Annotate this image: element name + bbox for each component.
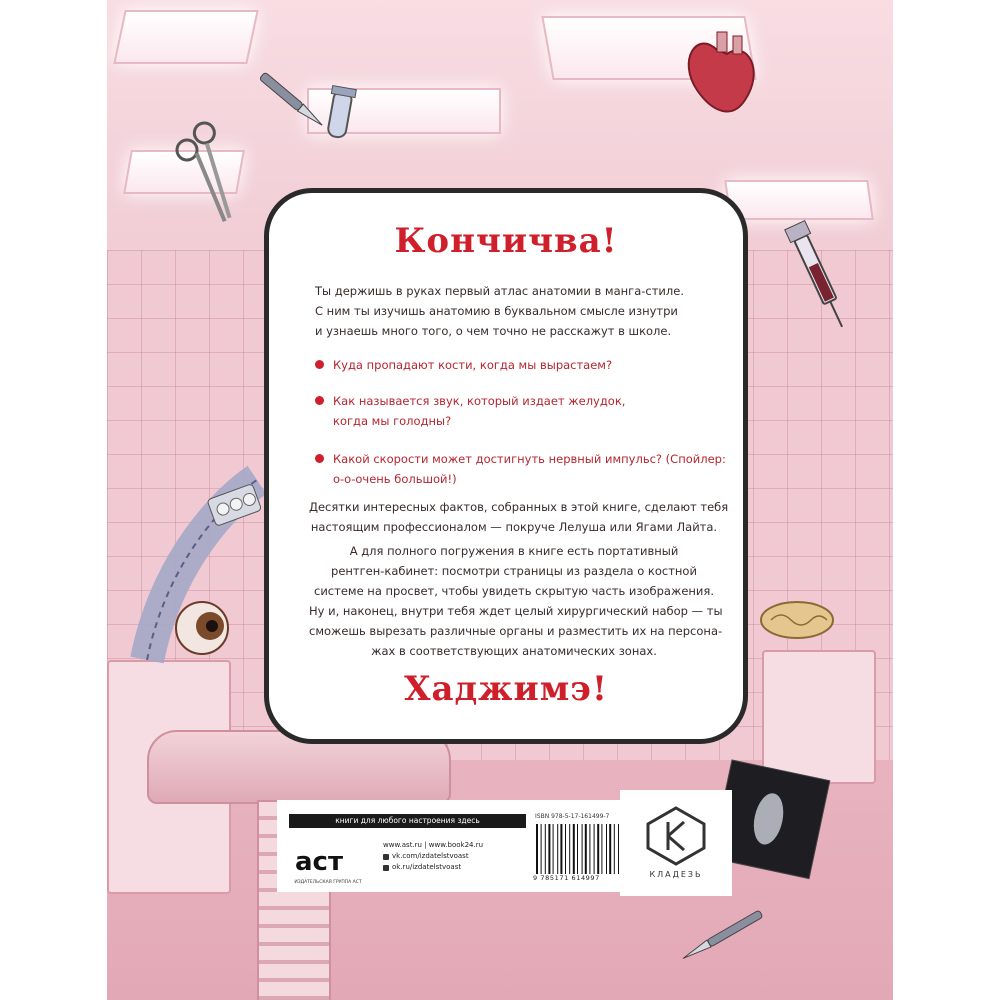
- barcode-bar: [557, 824, 558, 874]
- barcode-bar: [606, 824, 607, 874]
- imprint-name: КЛАДЕЗЬ: [649, 870, 703, 879]
- barcode-number: 9 785171 614997: [533, 874, 600, 882]
- scalpel-icon: [259, 72, 325, 129]
- barcode-bar: [589, 824, 590, 874]
- barcode: [535, 824, 621, 874]
- question-item: [315, 391, 715, 431]
- question-line: Какой скорости может достигнуть нервный импульс? (Спойлер:: [333, 452, 726, 466]
- intro-line: С ним ты изучишь анатомию в буквальном смысле изнутри: [315, 304, 678, 318]
- test-tube-icon: [324, 86, 356, 139]
- barcode-bar: [573, 824, 575, 874]
- bullet-icon: [315, 360, 324, 369]
- barcode-bar: [618, 824, 619, 874]
- heart-icon: [689, 32, 754, 111]
- xray-line: Ну и, наконец, внутри тебя ждет целый хирургический набор — ты: [309, 604, 723, 618]
- barcode-bar: [609, 824, 611, 874]
- question-line: Куда пропадают кости, когда мы вырастаем?: [333, 358, 613, 372]
- barcode-bar: [614, 824, 615, 874]
- site-link[interactable]: www.ast.ru | www.book24.ru: [383, 841, 484, 849]
- xray-line: А для полного погружения в книге есть портативный: [349, 544, 679, 558]
- vk-row: [383, 851, 483, 862]
- ast-logo-text: аст: [295, 847, 344, 877]
- barcode-bar: [569, 824, 570, 874]
- facts-line: настоящим профессионалом — покруче Лелуша или Ягами Лайта.: [310, 520, 718, 534]
- vk-link[interactable]: vk.com/izdatelstvoast: [392, 852, 469, 860]
- barcode-bar: [536, 824, 538, 874]
- scissors-icon: [171, 119, 261, 221]
- xray-line: жах в соответствующих анатомических зонах.: [371, 644, 657, 658]
- ok-icon: [383, 865, 389, 871]
- question-line: о-о-очень большой!): [333, 472, 457, 486]
- brain-icon: [761, 602, 833, 638]
- ok-row: [383, 862, 483, 873]
- barcode-bar: [597, 824, 599, 874]
- farewell-title: Хаджимэ!: [404, 669, 608, 709]
- xray-paragraph: [309, 541, 723, 661]
- isbn-label: ISBN 978-5-17-161499-7: [535, 813, 610, 820]
- intro-paragraph: [315, 281, 705, 341]
- intro-line: и узнаешь много того, о чем точно не расскажут в школе.: [315, 324, 672, 338]
- facts-line: Десятки интересных фактов, собранных в этой книге, сделают тебя: [309, 500, 729, 514]
- barcode-bar: [560, 824, 562, 874]
- vk-icon: [383, 854, 389, 860]
- barcode-bar: [585, 824, 587, 874]
- imprint-logo-panel: [620, 790, 732, 896]
- ast-logo: [293, 838, 365, 878]
- greeting-title: Кончичва!: [394, 221, 618, 261]
- barcode-bar: [594, 824, 595, 874]
- question-item: [315, 355, 715, 375]
- text-card: [264, 188, 748, 744]
- barcode-bar: [553, 824, 554, 874]
- ok-link[interactable]: ok.ru/izdatelstvoast: [392, 863, 462, 871]
- eyeball-icon: [176, 602, 228, 654]
- question-item: [315, 449, 726, 489]
- bullet-icon: [315, 454, 324, 463]
- publisher-group-caption: ИЗДАТЕЛЬСКАЯ ГРУППА АСТ: [294, 880, 362, 885]
- question-line: Как называется звук, который издает желудок,: [333, 394, 626, 408]
- scalpel-icon: [681, 910, 763, 962]
- barcode-bar: [582, 824, 583, 874]
- question-line: когда мы голодны?: [333, 414, 452, 428]
- barcode-bar: [545, 824, 546, 874]
- barcode-bar: [577, 824, 578, 874]
- barcode-bar: [541, 824, 542, 874]
- barcode-bar: [565, 824, 566, 874]
- syringe-icon: [785, 221, 852, 332]
- slogan-banner: книги для любого настроения здесь: [289, 814, 526, 828]
- intro-line: Ты держишь в руках первый атлас анатомии в манга-стиле.: [315, 284, 684, 298]
- pill-blister-icon: [207, 484, 262, 527]
- publisher-links: [383, 840, 483, 873]
- barcode-bar: [548, 824, 550, 874]
- xray-line: системе на просвет, чтобы увидеть скрытую часть изображения.: [314, 584, 714, 598]
- kladez-logo-icon: [644, 804, 708, 868]
- xray-line: сможешь вырезать различные органы и разместить их на персона-: [309, 624, 723, 638]
- barcode-bar: [601, 824, 602, 874]
- bullet-icon: [315, 396, 324, 405]
- facts-paragraph: [309, 497, 729, 537]
- xray-line: рентген-кабинет: посмотри страницы из раздела о костной: [331, 564, 697, 578]
- site-row: [383, 840, 483, 851]
